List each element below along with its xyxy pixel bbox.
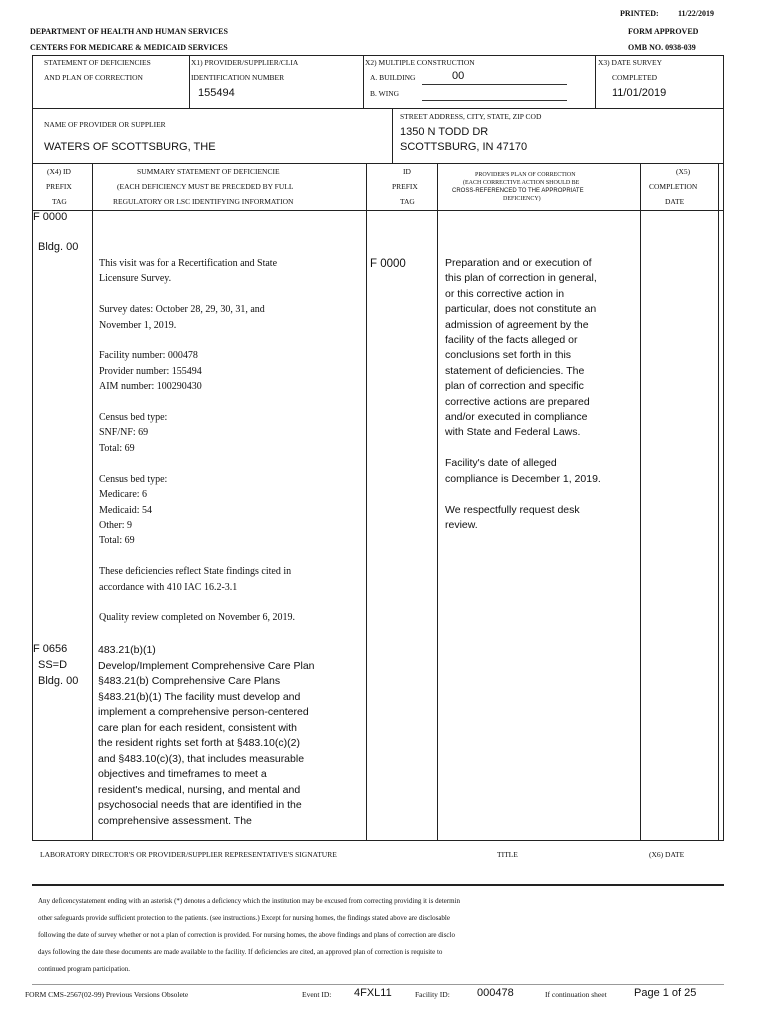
printed-label: PRINTED: (620, 9, 659, 18)
poc-line: corrective actions are prepared (445, 395, 590, 408)
summary-line: the resident rights set forth at §483.10(c)(2) (98, 737, 300, 749)
summary-line: psychosocial needs that are identified in the (98, 799, 302, 811)
bldg-label-1: Bldg. 00 (38, 241, 79, 253)
poc-line: statement of deficiencies. The (445, 364, 585, 377)
bldg-label-2: Bldg. 00 (38, 675, 79, 687)
poc-line: We respectfully request desk (445, 503, 580, 516)
poc-header-1: PROVIDER'S PLAN OF CORRECTION (475, 172, 576, 178)
summary-line (99, 333, 295, 348)
poc-line: this plan of correction in general, (445, 272, 597, 285)
disclaimer-line: Any deficencystatement ending with an asterisk (*) denotes a deficiency which the institution may be excused from correcting providing it is determin (38, 897, 461, 905)
centers-name: CENTERS FOR MEDICARE & MEDICAID SERVICES (30, 43, 228, 52)
summary-header-1: SUMMARY STATEMENT OF DEFICIENCIE (137, 167, 280, 176)
provider-id-value: 155494 (198, 87, 235, 99)
summary-line: care plan for each resident, consistent with (98, 721, 298, 734)
summary-line: Facility number: 000478 (99, 350, 198, 362)
summary-line: 483.21(b)(1) (98, 644, 156, 656)
provider-name-value: WATERS OF SCOTTSBURG, THE (44, 141, 216, 153)
id-header-1: ID (403, 167, 411, 176)
event-id-value: 4FXL11 (354, 987, 392, 999)
poc-line: Preparation and or execution of (445, 257, 592, 269)
summary-line: Quality review completed on November 6, 2019. (99, 612, 296, 624)
address-label: STREET ADDRESS, CITY, STATE, ZIP COD (400, 112, 542, 121)
poc-line (445, 487, 601, 502)
poc-line: and/or executed in compliance (445, 411, 588, 424)
summary-line: accordance with 410 IAC 16.2-3.1 (99, 581, 238, 593)
id-tag-f0000: F 0000 (370, 258, 406, 270)
summary-line: Total: 69 (99, 535, 135, 547)
address-line-1: 1350 N TODD DR (400, 126, 489, 138)
x4-header-3: TAG (52, 197, 67, 206)
x1-label: X1) PROVIDER/SUPPLIER/CLIA (191, 58, 299, 67)
signature-label: LABORATORY DIRECTOR'S OR PROVIDER/SUPPLIER REPRESENTATIVE'S SIGNATURE (40, 850, 337, 859)
poc-header-4: DEFICIENCY) (503, 196, 541, 202)
summary-line: and §483.10(c)(3), that includes measurable (98, 752, 305, 765)
summary-line: §483.21(b)(1) The facility must develop and (98, 690, 301, 703)
poc-line: review. (445, 518, 478, 531)
summary-line: Survey dates: October 28, 29, 30, 31, and (99, 304, 265, 316)
poc-line: admission of agreement by the (445, 318, 589, 331)
x5-header-3: DATE (665, 197, 685, 206)
summary-line: comprehensive assessment. The (98, 814, 252, 827)
form-number: FORM CMS-2567(02-99) Previous Versions Obsolete (25, 990, 189, 999)
x2-label: X2) MULTIPLE CONSTRUCTION (365, 58, 475, 67)
event-id-label: Event ID: (302, 990, 332, 999)
summary-line: §483.21(b) Comprehensive Care Plans (98, 675, 281, 687)
summary-line (99, 456, 295, 471)
title-label: TITLE (497, 850, 518, 859)
continuation-label: If continuation sheet (545, 990, 607, 999)
summary-statement-1 (99, 256, 295, 626)
summary-line: Census bed type: (99, 412, 168, 424)
department-name: DEPARTMENT OF HEALTH AND HUMAN SERVICES (30, 27, 228, 36)
x1-label-2: IDENTIFICATION NUMBER (191, 73, 285, 82)
poc-line: Facility's date of alleged (445, 457, 557, 470)
provider-name-label: NAME OF PROVIDER OR SUPPLIER (44, 120, 166, 129)
summary-line: Medicaid: 54 (99, 504, 153, 516)
statement-label: STATEMENT OF DEFICIENCIES (44, 58, 151, 67)
summary-line: SNF/NF: 69 (99, 427, 149, 439)
wing-label: B. WING (370, 89, 400, 98)
x4-header-1: (X4) ID (47, 167, 71, 176)
tag-f0656: F 0656 (33, 643, 68, 655)
summary-line: Total: 69 (99, 442, 135, 454)
poc-line: compliance is December 1, 2019. (445, 472, 601, 485)
poc-line (445, 441, 601, 456)
poc-line: conclusions set forth in this (445, 349, 572, 362)
plan-label: AND PLAN OF CORRECTION (44, 73, 143, 82)
disclaimer-line: other safeguards provide sufficient protection to the patients. (see instructions.) Except for nursing homes, the findings stated above are disclosable (38, 914, 450, 922)
building-value: 00 (452, 70, 465, 82)
summary-header-2: (EACH DEFICIENCY MUST BE PRECEDED BY FULL (117, 182, 294, 191)
disclaimer-line: days following the date these documents are made available to the facility. If deficiencies are cited, an approved plan of correction is requisite to (38, 948, 443, 956)
summary-line: This visit was for a Recertification and State (99, 258, 278, 269)
disclaimer-text (38, 893, 460, 978)
summary-line: Census bed type: (99, 473, 168, 485)
summary-line: Other: 9 (99, 519, 133, 531)
x4-header-2: PREFIX (46, 182, 72, 191)
summary-line: Licensure Survey. (99, 273, 172, 285)
building-label: A. BUILDING (370, 73, 416, 82)
poc-line: plan of correction and specific (445, 380, 584, 393)
date-label: (X6) DATE (649, 850, 685, 859)
omb-number: OMB NO. 0938-039 (628, 43, 696, 52)
summary-line: Develop/Implement Comprehensive Care Plan (98, 659, 315, 672)
summary-line (99, 395, 295, 410)
poc-line: particular, does not constitute an (445, 303, 597, 316)
summary-header-3: REGULATORY OR LSC IDENTIFYING INFORMATION (113, 197, 294, 206)
summary-line (99, 549, 295, 564)
id-header-3: TAG (400, 197, 415, 206)
summary-line: November 1, 2019. (99, 319, 177, 331)
survey-date-value: 11/01/2019 (612, 87, 667, 99)
poc-line: with State and Federal Laws. (445, 426, 581, 439)
poc-header-3: CROSS-REFERENCED TO THE APPROPRIATE (452, 188, 584, 194)
facility-id-label: Facility ID: (415, 990, 450, 999)
address-line-2: SCOTTSBURG, IN 47170 (400, 141, 528, 153)
x3-label: X3) DATE SURVEY (598, 58, 662, 67)
summary-line: These deficiencies reflect State findings cited in (99, 566, 292, 578)
scope-severity: SS=D (38, 659, 68, 671)
summary-line (99, 595, 295, 610)
facility-id-value: 000478 (477, 987, 514, 999)
poc-header-2: (EACH CORRECTIVE ACTION SHOULD BE (463, 180, 580, 186)
disclaimer-line: following the date of survey whether or not a plan of correction is provided. For nursing homes, the above findings and plans of correction are disclo (38, 931, 455, 939)
tag-f0000: F 0000 (33, 211, 68, 223)
x3-label-2: COMPLETED (612, 73, 657, 82)
summary-line: implement a comprehensive person-centered (98, 706, 309, 718)
id-header-2: PREFIX (392, 182, 418, 191)
poc-line: facility of the facts alleged or (445, 334, 578, 347)
summary-line (99, 287, 295, 302)
printed-date: 11/22/2019 (678, 9, 715, 18)
disclaimer-line: continued program participation. (38, 965, 130, 973)
summary-line: objectives and timeframes to meet a (98, 768, 267, 780)
page-number: Page 1 of 25 (634, 987, 697, 999)
summary-statement-2 (98, 643, 315, 829)
x5-header-1: (X5) (676, 167, 691, 176)
summary-line: Medicare: 6 (99, 489, 148, 501)
x5-header-2: COMPLETION (649, 182, 698, 191)
summary-line: resident's medical, nursing, and mental and (98, 783, 301, 796)
plan-of-correction-1 (445, 256, 601, 533)
poc-line: or this corrective action in (445, 287, 565, 300)
summary-line: Provider number: 155494 (99, 365, 202, 377)
form-approved: FORM APPROVED (628, 27, 699, 36)
summary-line: AIM number: 100290430 (99, 381, 202, 393)
